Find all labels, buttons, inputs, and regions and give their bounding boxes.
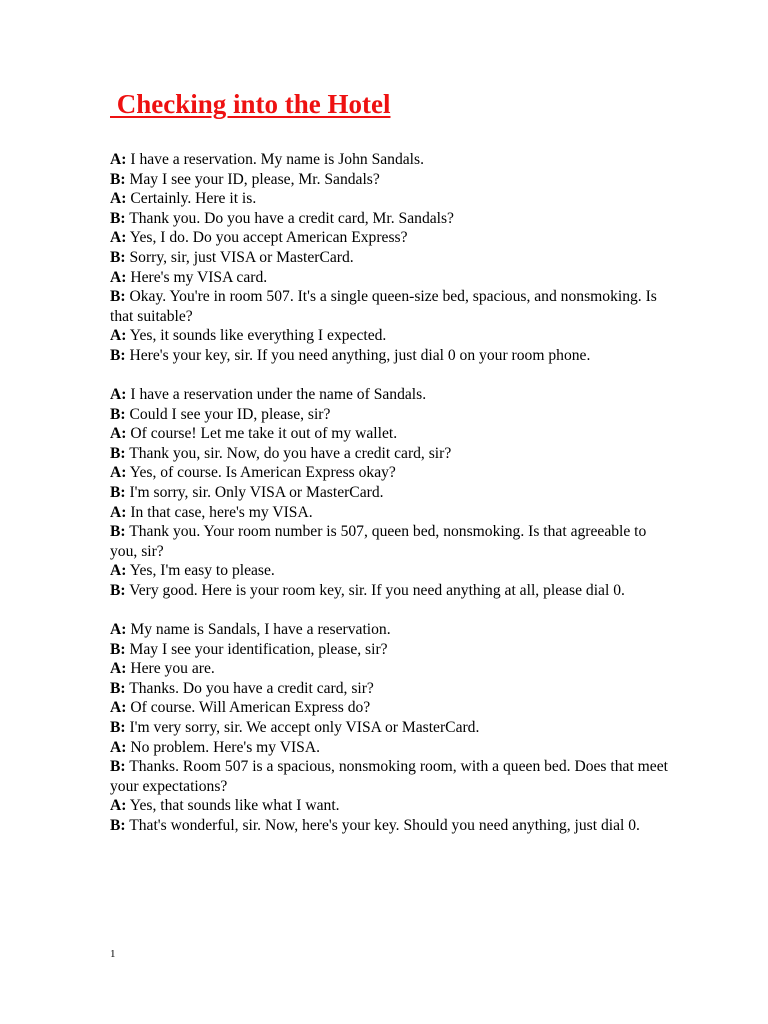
dialogue-line [110,170,670,190]
line-text: Thank you, sir. Now, do you have a credit card, sir? [125,444,452,462]
line-text: In that case, here's my VISA. [126,503,313,521]
speaker-label: A: [110,562,127,580]
line-text: Okay. You're in room 507. It's a single queen-size bed, spacious, and nonsmoking. Is that suitable? [110,288,657,325]
speaker-label: A: [110,151,127,168]
dialogue-line [110,444,670,464]
line-text: My name is Sandals, I have a reservation. [126,621,391,639]
line-text: Certainly. Here it is. [126,190,257,208]
line-text: Thanks. Room 507 is a spacious, nonsmoking room, with a queen bed. Does that meet your expectations? [110,758,668,795]
line-text: Here you are. [126,660,215,678]
dialogue-line [110,659,670,679]
speaker-label: A: [110,464,127,482]
page-number: 1 [110,948,116,960]
speaker-label: A: [110,386,127,404]
line-text: That's wonderful, sir. Now, here's your key. Should you need anything, just dial 0. [125,817,640,834]
dialogue-line [110,150,670,170]
dialogue-line [110,209,670,229]
speaker-label: A: [110,503,127,521]
speaker-label: B: [110,640,126,658]
dialogue-3 [110,620,670,836]
dialogue-line [110,424,670,444]
line-text: Could I see your ID, please, sir? [125,405,331,423]
line-text: Thanks. Do you have a credit card, sir? [125,679,374,697]
line-text: I have a reservation. My name is John Sandals. [126,151,424,168]
dialogue-line [110,561,670,581]
line-text: I'm very sorry, sir. We accept only VISA or MasterCard. [125,719,480,737]
speaker-label: B: [110,405,126,423]
dialogue-line [110,757,670,796]
dialogue-line [110,816,670,836]
dialogue-line [110,463,670,483]
line-text: Here's my VISA card. [126,268,268,286]
speaker-label: B: [110,581,126,599]
line-text: I have a reservation under the name of Sandals. [126,386,427,404]
dialogue-line [110,248,670,268]
dialogue-line [110,346,670,366]
line-text: Thank you. Your room number is 507, queen bed, nonsmoking. Is that agreeable to you, sir? [110,523,647,560]
line-text: May I see your ID, please, Mr. Sandals? [125,170,380,188]
speaker-label: B: [110,209,126,227]
speaker-label: B: [110,523,126,541]
line-text: May I see your identification, please, sir? [125,640,388,658]
speaker-label: A: [110,327,127,345]
line-text: Of course. Will American Express do? [126,699,371,717]
line-text: Yes, I'm easy to please. [126,562,275,580]
speaker-label: B: [110,346,126,364]
speaker-label: B: [110,288,126,306]
speaker-label: B: [110,170,126,188]
speaker-label: A: [110,699,127,717]
dialogue-1 [110,150,670,366]
dialogue-line [110,268,670,288]
dialogue-line [110,796,670,816]
line-text: Here's your key, sir. If you need anything, just dial 0 on your room phone. [125,346,591,364]
speaker-label: B: [110,248,126,266]
speaker-label: A: [110,425,127,443]
line-text: Yes, I do. Do you accept American Express? [126,229,408,247]
dialogue-line [110,287,670,326]
speaker-label: A: [110,660,127,678]
speaker-label: A: [110,797,127,815]
dialogue-line [110,483,670,503]
dialogue-line [110,405,670,425]
speaker-label: B: [110,719,126,737]
line-text: Of course! Let me take it out of my wallet. [126,425,398,443]
speaker-label: A: [110,190,127,208]
dialogue-line [110,385,670,405]
dialogue-line [110,228,670,248]
dialogue-2 [110,385,670,601]
dialogue-line [110,189,670,209]
line-text: Yes, that sounds like what I want. [126,797,340,815]
dialogue-line [110,620,670,640]
speaker-label: A: [110,738,127,756]
dialogue-line [110,503,670,523]
dialogue-line [110,738,670,758]
line-text: Thank you. Do you have a credit card, Mr. Sandals? [125,209,454,227]
speaker-label: B: [110,484,126,501]
speaker-label: A: [110,229,127,247]
dialogue-line [110,326,670,346]
line-text: I'm sorry, sir. Only VISA or MasterCard. [125,484,384,501]
speaker-label: A: [110,621,127,639]
speaker-label: B: [110,679,126,697]
dialogue-line [110,718,670,738]
speaker-label: B: [110,444,126,462]
line-text: Yes, it sounds like everything I expected. [126,327,387,345]
line-text: No problem. Here's my VISA. [126,738,320,756]
dialogue-line [110,640,670,660]
speaker-label: A: [110,268,127,286]
speaker-label: B: [110,758,126,776]
line-text: Very good. Here is your room key, sir. If you need anything at all, please dial 0. [125,581,625,599]
dialogue-line [110,522,670,561]
page-title: Checking into the Hotel [110,89,391,119]
dialogue-line [110,679,670,699]
line-text: Yes, of course. Is American Express okay? [126,464,396,482]
dialogue-line [110,698,670,718]
speaker-label: B: [110,817,126,834]
dialogues [110,150,670,855]
dialogue-line [110,581,670,601]
line-text: Sorry, sir, just VISA or MasterCard. [125,248,354,266]
